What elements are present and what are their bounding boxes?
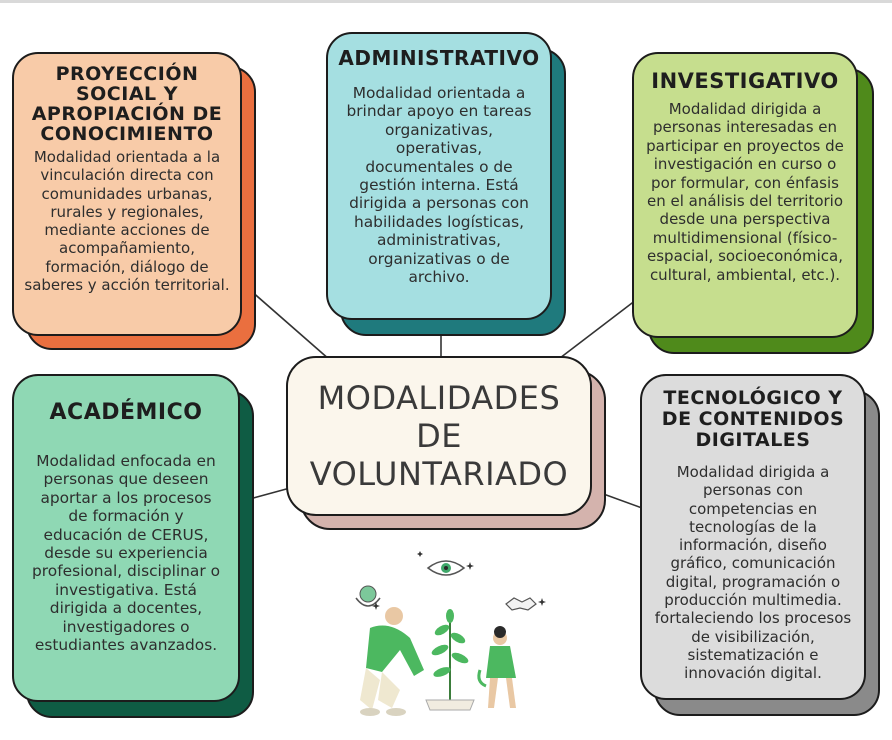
center-title-line: MODALIDADES [317, 379, 561, 417]
proyeccion-title-line: SOCIAL Y [75, 83, 179, 105]
proyeccion-title-line: CONOCIMIENTO [40, 123, 214, 145]
proyeccion-title-line: APROPIACIÓN DE [31, 103, 223, 125]
tecnologico-title-line: DE CONTENIDOS [661, 408, 845, 430]
tecnologico-title-line: DIGITALES [695, 429, 811, 451]
volunteer-illustration [330, 550, 570, 730]
proyeccion-title [32, 64, 223, 144]
tecnologico-body: Modalidad dirigida a personas con competencias en tecnologías de la información, diseño gráfico, comunicación digital, programación o producción multimedia. fortaleciendo los procesos de visibilización, sistematización e innovación digital. [654, 463, 852, 683]
investigativo-card [632, 52, 858, 338]
academico-card [12, 374, 240, 702]
center-title-line: DE [416, 417, 462, 455]
proyeccion-title-line: PROYECCIÓN [55, 63, 199, 85]
center-title-line: VOLUNTARIADO [309, 455, 569, 493]
academico-body: Modalidad enfocada en personas que deseen aportar a los procesos de formación y educación de CERUS, desde su experiencia profesional, disciplinar o investigativa. Está dirigida a docentes, investigadores o estudiantes avanzados. [32, 452, 220, 655]
investigativo-body: Modalidad dirigida a personas interesadas en participar en proyectos de investigación en curso o por formular, con énfasis en el análisis del territorio desde una perspectiva multidimensional (físico-espacial, socioeconómica, cultural, ambiental, etc.). [646, 100, 844, 284]
globe-hands-icon [356, 586, 380, 606]
child-volunteer [479, 626, 516, 708]
tecnologico-title [662, 388, 844, 451]
sparkle-icon [538, 598, 546, 606]
plant [426, 609, 474, 710]
proyeccion-body: Modalidad orientada a la vinculación directa con comunidades urbanas, rurales y regionales, mediante acciones de acompañamiento, formación, diálogo de saberes y acción territorial. [24, 148, 230, 295]
center-title [310, 379, 568, 493]
tecnologico-card [640, 374, 866, 700]
sparkle-icon [466, 562, 474, 570]
handshake-icon [506, 598, 536, 610]
sparkle-icon [372, 602, 380, 610]
eye-icon [428, 561, 464, 575]
administrativo-title: ADMINISTRATIVO [338, 46, 540, 70]
center-card [286, 356, 592, 516]
tecnologico-title-line: TECNOLÓGICO Y [663, 387, 843, 409]
academico-title: ACADÉMICO [49, 400, 203, 425]
proyeccion-card [12, 52, 242, 336]
administrativo-body: Modalidad orientada a brindar apoyo en tareas organizativas, operativas, documentales o de gestión interna. Está dirigida a personas con habilidades logísticas, administrativas, organizativas o de archivo. [346, 84, 532, 287]
adult-volunteer [360, 607, 424, 716]
administrativo-card [326, 32, 552, 320]
investigativo-title: INVESTIGATIVO [651, 69, 839, 93]
sparkle-icon [417, 551, 423, 557]
